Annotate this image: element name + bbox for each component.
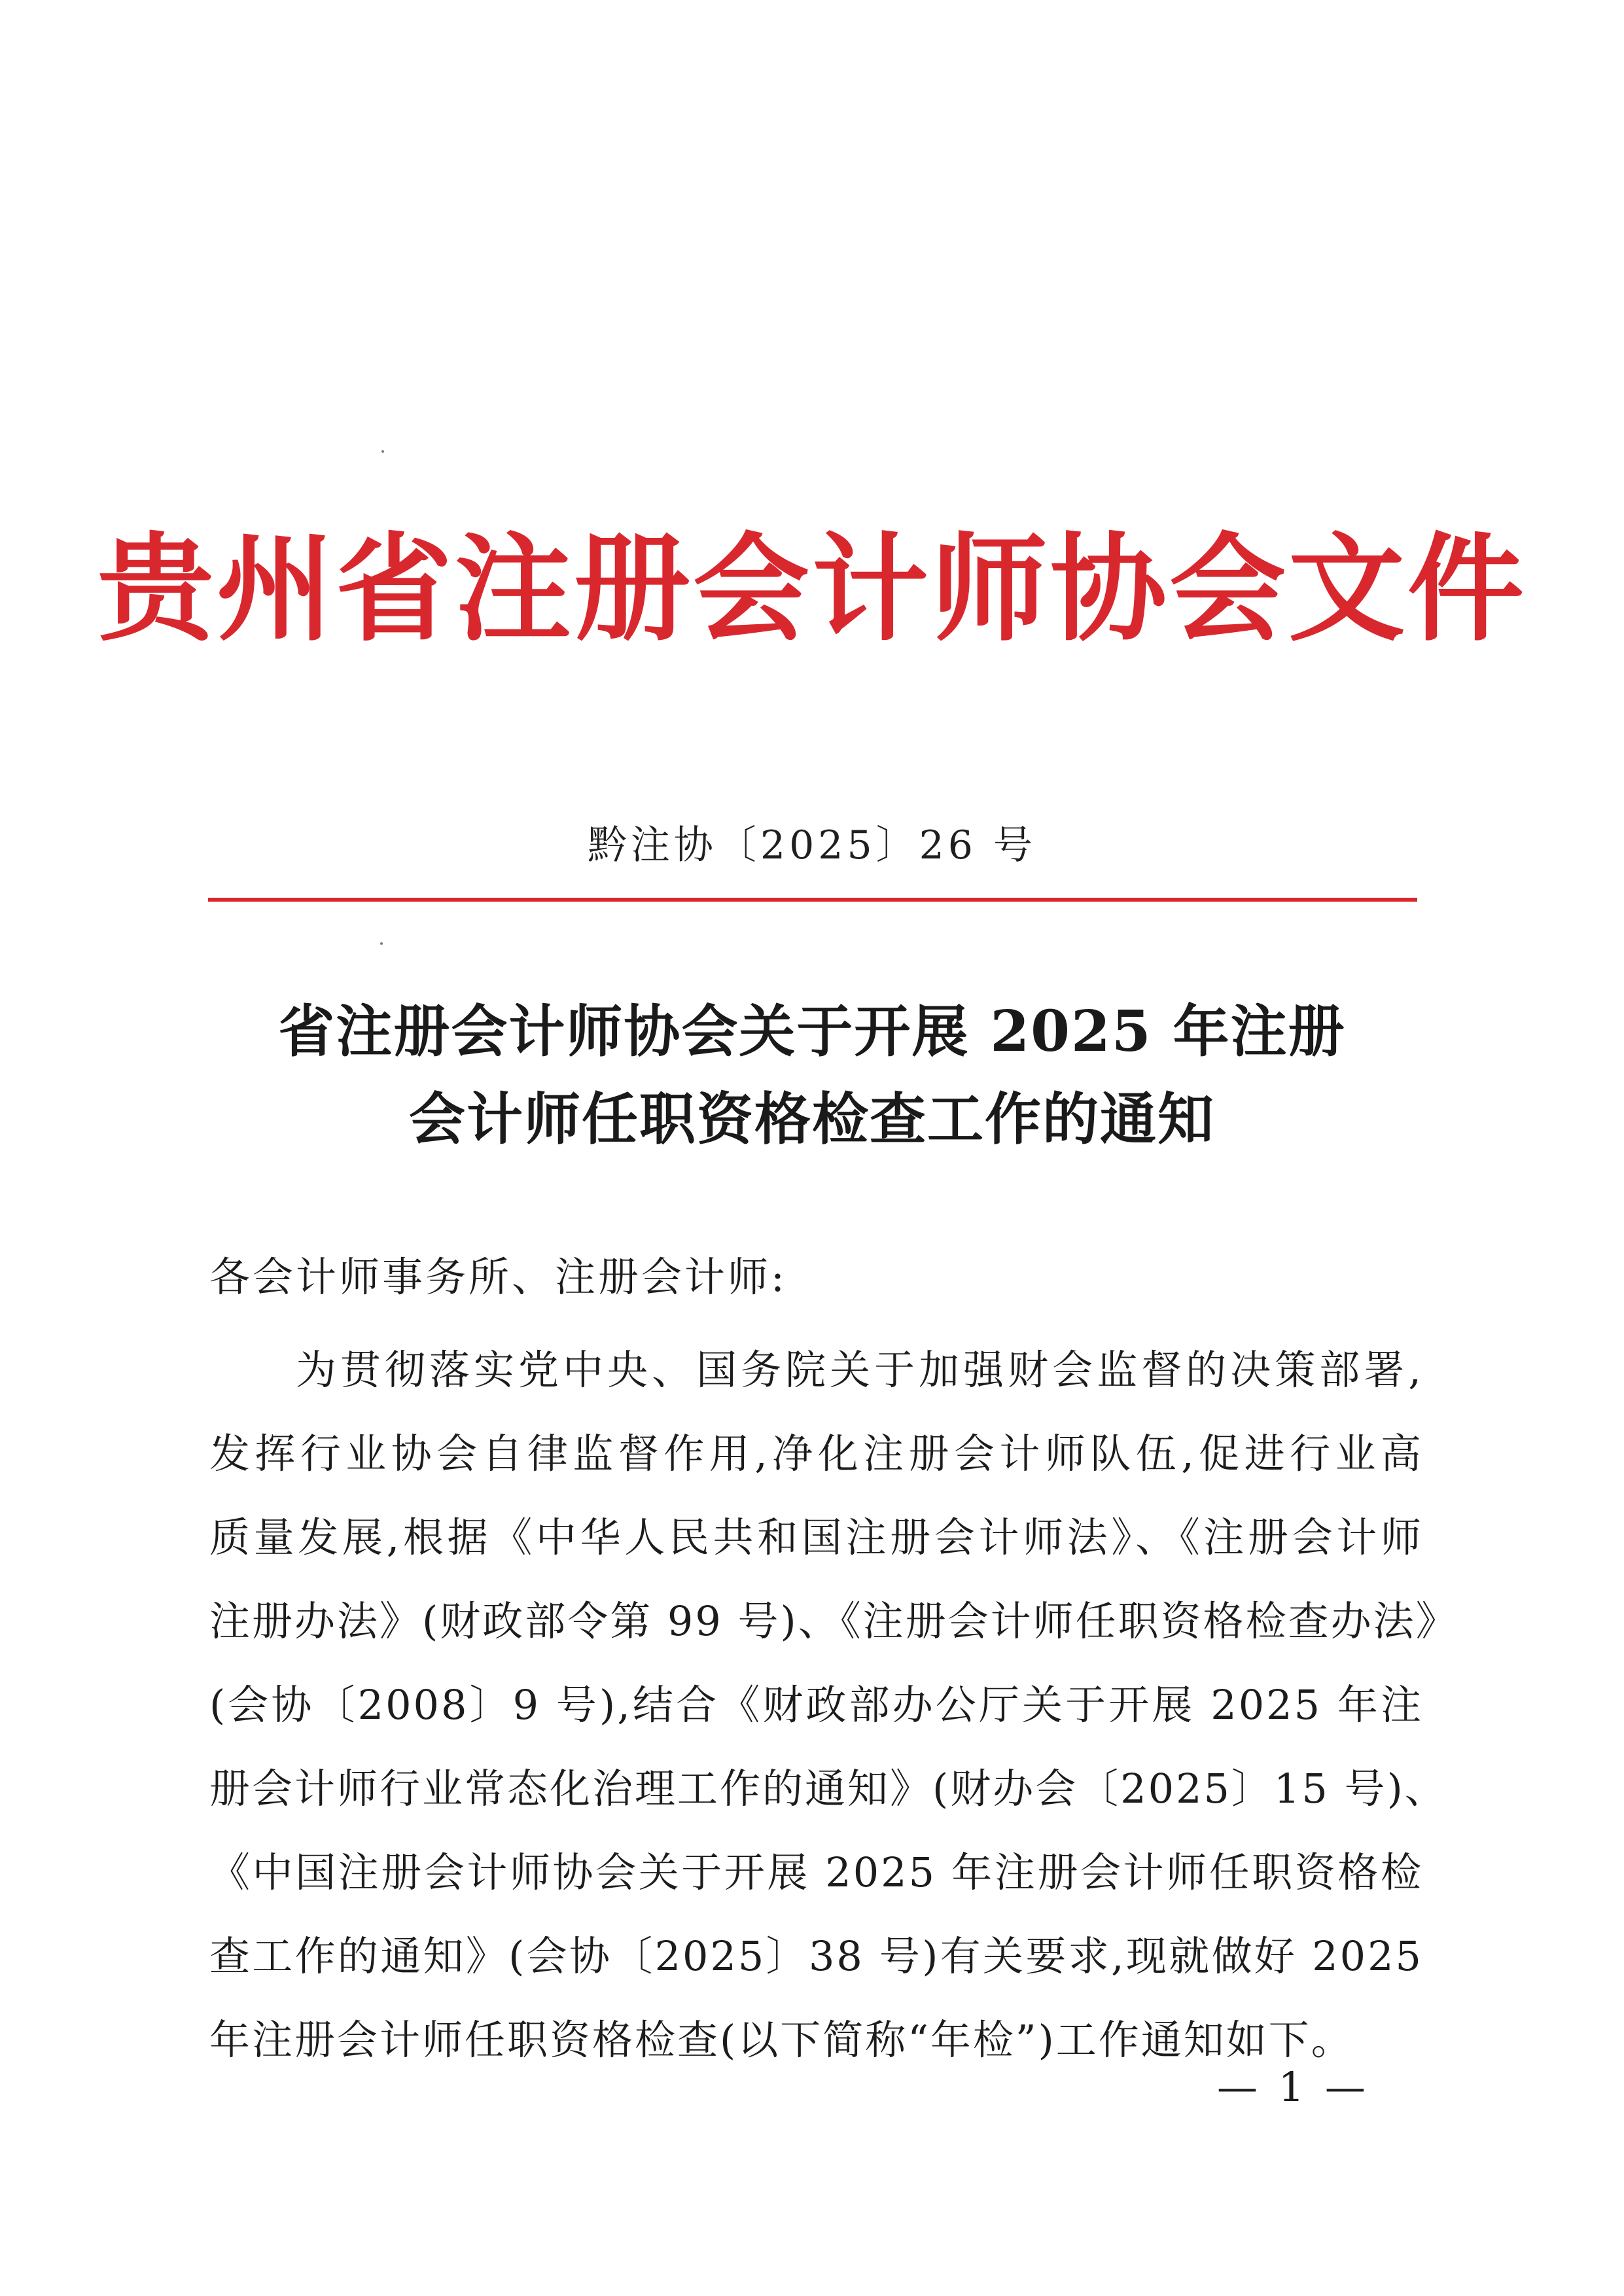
body-line: 查工作的通知》(会协〔2025〕38 号)有关要求,现就做好 2025 [209,1932,1423,1980]
body-line: 注册办法》(财政部令第 99 号)、《注册会计师任职资格检查办法》 [209,1597,1458,1645]
body-line: 质量发展,根据《中华人民共和国注册会计师法》、《注册会计师 [209,1513,1423,1561]
salutation: 各会计师事务所、注册会计师: [209,1253,787,1301]
body-line: 年注册会计师任职资格检查(以下简称“年检”)工作通知如下。 [209,2016,1354,2064]
body-paragraph [209,1328,1458,2082]
page-number: — 1 — [1217,2063,1369,2111]
issuing-organization-title: 贵州省注册会计师协会文件 [97,520,1527,657]
body-line: (会协〔2008〕9 号),结合《财政部办公厅关于开展 2025 年注 [209,1681,1423,1729]
scan-speck [380,942,383,945]
notice-title-line-1: 省注册会计师协会关于开展 2025 年注册 [278,998,1346,1065]
document-number: 黔注协〔2025〕26 号 [587,822,1037,868]
notice-title-line-2: 会计师任职资格检查工作的通知 [409,1086,1215,1152]
body-line: 为贯彻落实党中央、国务院关于加强财会监督的决策部署, [296,1346,1423,1394]
body-line: 发挥行业协会自律监督作用,净化注册会计师队伍,促进行业高 [209,1430,1423,1477]
body-line: 《中国注册会计师协会关于开展 2025 年注册会计师任职资格检 [209,1848,1423,1896]
red-separator-line [208,898,1417,902]
scan-speck [381,450,384,453]
notice-title [0,988,1624,1163]
body-line: 册会计师行业常态化治理工作的通知》(财办会〔2025〕15 号)、 [209,1765,1447,1812]
